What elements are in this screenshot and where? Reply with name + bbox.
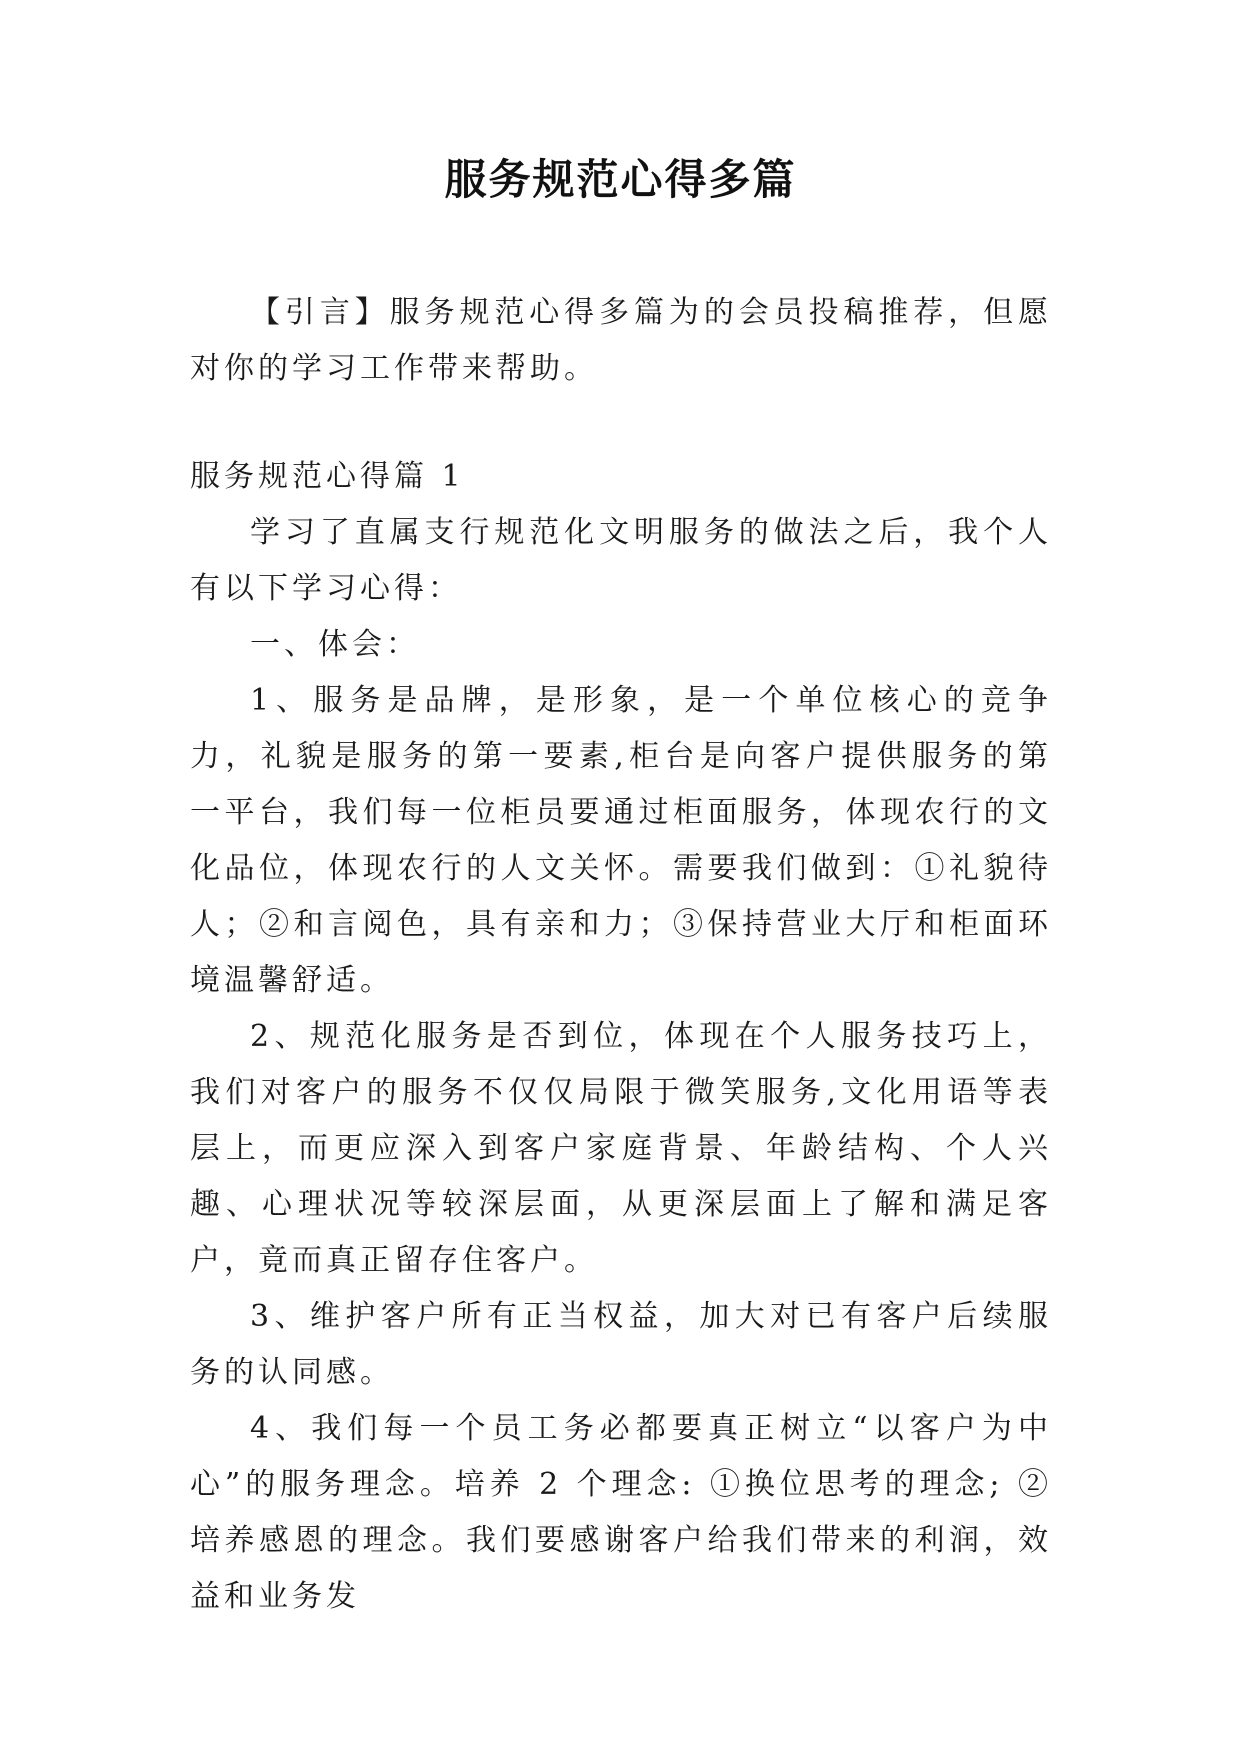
document-body [190,285,1052,1625]
section-heading: 服务规范心得篇 1 [190,459,465,494]
paragraph: 4、我们每一个员工务必都要真正树立“以客户为中心”的服务理念。培养 2 个理念: ①换位思考的理念; ②培养感恩的理念。我们要感谢客户给我们带来的利润，效益和业务发 [190,1411,1052,1614]
paragraph: 2、规范化服务是否到位，体现在个人服务技巧上，我们对客户的服务不仅仅局限于微笑服务,文化用语等表层上，而更应深入到客户家庭背景、年龄结构、个人兴趣、心理状况等较深层面，从更深层面上了解和满足客户，竟而真正留存住客户。 [190,1019,1052,1278]
paragraph: 1、服务是品牌，是形象，是一个单位核心的竞争力，礼貌是服务的第一要素,柜台是向客户提供服务的第一平台，我们每一位柜员要通过柜面服务，体现农行的文化品位，体现农行的人文关怀。需要我们做到：①礼貌待人；②和言阅色，具有亲和力；③保持营业大厅和柜面环境温馨舒适。 [190,683,1052,998]
paragraph: 3、维护客户所有正当权益，加大对已有客户后续服务的认同感。 [190,1299,1052,1390]
paragraph: 学习了直属支行规范化文明服务的做法之后，我个人有以下学习心得： [190,515,1052,606]
paragraph: 一、体会： [250,627,420,662]
intro-paragraph: 【引言】服务规范心得多篇为的会员投稿推荐，但愿对你的学习工作带来帮助。 [190,295,1052,386]
document-title: 服务规范心得多篇 [444,155,797,204]
